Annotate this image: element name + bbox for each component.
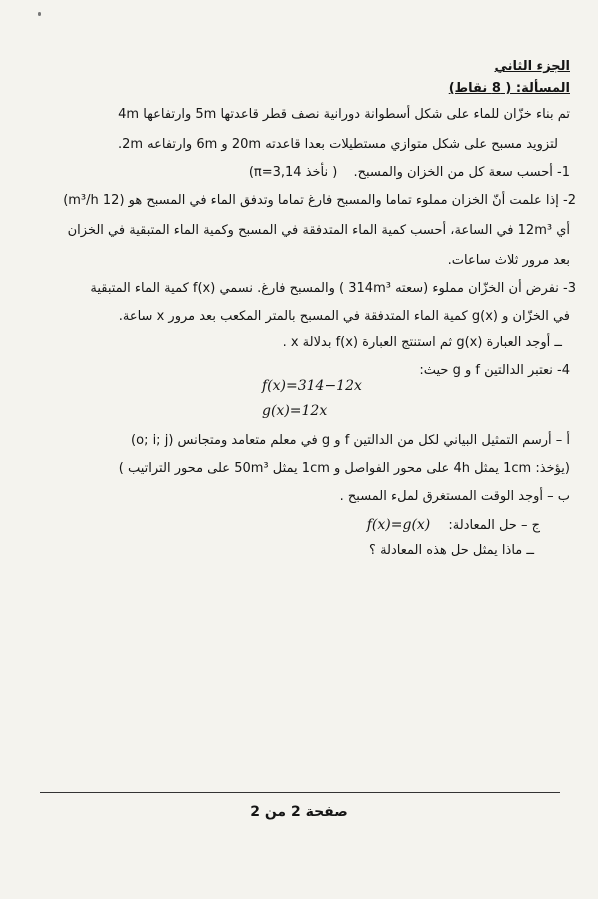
question-1-text: 1- أحسب سعة كل من الخزان والمسبح. xyxy=(353,165,570,180)
footer-rule xyxy=(40,792,560,793)
question-2-line-1: 2- إذا علمت أنّ الخزان مملوء تماما والمسبح فارغ تماما وتدفق الماء في المسبح هو (12 m³/h) xyxy=(63,193,576,208)
question-4b: ب – أوجد الوقت المستغرق لملء المسبح . xyxy=(339,489,570,504)
question-2-line-3: بعد مرور ثلاث ساعات. xyxy=(447,253,570,268)
question-4c xyxy=(367,516,540,535)
intro-line-1: تم بناء خزّان للماء على شكل أسطوانة دورانية نصف قطر قاعدتها 5m وارتفاعها 4m xyxy=(118,107,570,122)
question-4-intro: 4- نعتبر الدالتين f و g حيث: xyxy=(419,363,570,378)
question-4c-equation: f(x)=g(x) xyxy=(366,517,431,533)
question-1 xyxy=(249,164,570,182)
intro-line-2: لتزويد مسبح على شكل متوازي مستطيلات بعدا قاعدته 20m و 6m وارتفاعه 2m. xyxy=(117,137,558,152)
question-2-line-2: أي 12m³ في الساعة، أحسب كمية الماء المتدفقة في المسبح وكمية الماء المتبقية في الخزان xyxy=(67,223,570,238)
question-4c-sub: ــ ماذا يمثل حل هذه المعادلة ؟ xyxy=(369,543,534,558)
question-1-hint: ( نأخذ π=3,14) xyxy=(248,165,338,180)
question-4a-line-1: أ – أرسم التمثيل البياني لكل من الدالتين f و g في معلم متعامد ومتجانس (o; i; j) xyxy=(131,433,570,448)
function-f-definition: f(x)=314−12x xyxy=(262,378,362,394)
question-4a-line-2: (يؤخذ: 1cm يمثل 4h على محور الفواصل و 1cm يمثل 50m³ على محور التراتيب ) xyxy=(118,461,570,476)
question-3-line-3: ــ أوجد العبارة g(x) ثم استنتج العبارة f(x) بدلالة x . xyxy=(282,335,562,350)
function-g-definition: g(x)=12x xyxy=(262,403,328,419)
part-title: الجزء الثاني xyxy=(494,59,570,74)
page-number: صفحة 2 من 2 xyxy=(250,804,348,820)
question-3-line-1: 3- نفرض أن الخزّان مملوء (سعته 314m³ ) والمسبح فارغ. نسمي f(x) كمية الماء المتبقية xyxy=(90,281,576,296)
question-4c-label: ج – حل المعادلة: xyxy=(448,518,540,533)
scan-speck xyxy=(38,12,41,16)
question-3-line-2: في الخزّان و g(x) كمية الماء المتدفقة في المسبح بالمتر المكعب بعد مرور x ساعة. xyxy=(118,309,570,324)
problem-label: المسألة: ( 8 نقاط) xyxy=(448,81,570,96)
